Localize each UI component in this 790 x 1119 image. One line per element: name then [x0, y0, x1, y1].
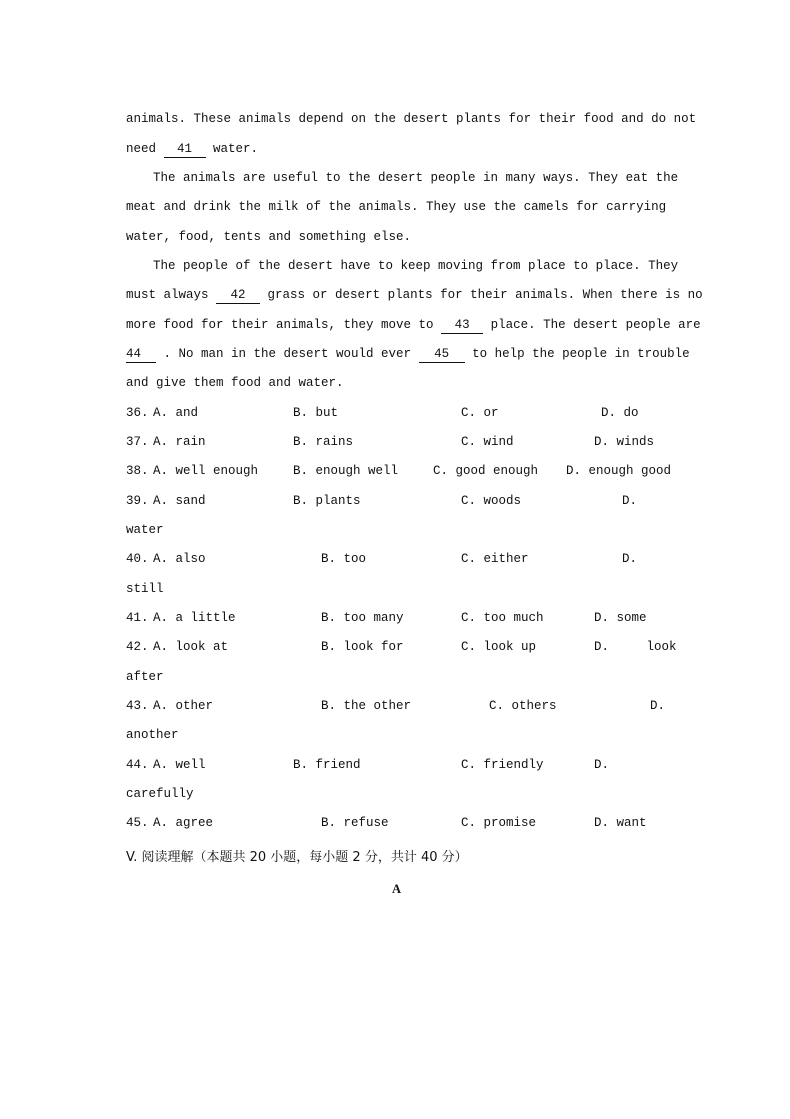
option-d: D. do — [601, 406, 639, 420]
option-d-wrap: still — [126, 582, 164, 596]
option-c: C. woods — [461, 494, 522, 508]
question-number: 40. — [126, 552, 149, 566]
option-b: B. too many — [321, 611, 404, 625]
passage-line — [126, 141, 671, 158]
passage-text: to help the people in trouble — [472, 347, 690, 361]
passage-line: meat and drink the milk of the animals. They use the camels for carrying — [126, 200, 667, 214]
passage-line: water, food, tents and something else. — [126, 230, 412, 244]
option-c: C. or — [461, 406, 499, 420]
option-d: D. — [622, 552, 638, 566]
question-number: 41. — [126, 611, 149, 625]
option-c: C. either — [461, 552, 529, 566]
blank-41: 41 — [164, 141, 206, 158]
question-number: 45. — [126, 816, 149, 830]
option-b: B. the other — [321, 699, 412, 713]
option-a: A. well — [153, 758, 206, 772]
question-number: 36. — [126, 406, 149, 420]
part-label: A — [392, 882, 402, 896]
option-d: D. — [650, 699, 666, 713]
question-number: 43. — [126, 699, 149, 713]
option-b: B. plants — [293, 494, 361, 508]
option-d-wrap: carefully — [126, 787, 194, 801]
passage-text: grass or desert plants for their animals. When there is no — [267, 288, 703, 302]
blank-42: 42 — [216, 287, 260, 304]
option-a: A. look at — [153, 640, 229, 654]
option-c: C. wind — [461, 435, 514, 449]
passage-line: animals. These animals depend on the desert plants for their food and do not — [126, 112, 697, 126]
option-c: C. friendly — [461, 758, 544, 772]
option-b: B. rains — [293, 435, 354, 449]
blank-43: 43 — [441, 317, 483, 334]
option-a: A. a little — [153, 611, 236, 625]
question-number: 42. — [126, 640, 149, 654]
option-c: C. look up — [461, 640, 537, 654]
option-b: B. enough well — [293, 464, 399, 478]
option-b: B. refuse — [321, 816, 389, 830]
option-d: D. some — [594, 611, 647, 625]
passage-text: place. The desert people are — [490, 318, 701, 332]
passage-text: water. — [213, 142, 259, 156]
option-a: A. well enough — [153, 464, 259, 478]
blank-45: 45 — [419, 346, 465, 363]
option-c: C. promise — [461, 816, 537, 830]
option-d: D. look — [594, 640, 677, 654]
option-a: A. sand — [153, 494, 206, 508]
question-number: 37. — [126, 435, 149, 449]
passage-text: need — [126, 142, 157, 156]
option-c: C. good enough — [433, 464, 539, 478]
option-a: A. agree — [153, 816, 214, 830]
passage-line: and give them food and water. — [126, 376, 344, 390]
question-number: 38. — [126, 464, 149, 478]
option-d-wrap: water — [126, 523, 164, 537]
passage-text: must always — [126, 288, 209, 302]
passage-line: The animals are useful to the desert people in many ways. They eat the — [153, 171, 679, 185]
passage-line — [126, 287, 703, 304]
passage-line: The people of the desert have to keep moving from place to place. They — [153, 259, 679, 273]
blank-44: 44 — [126, 346, 156, 363]
option-b: B. too — [321, 552, 367, 566]
option-a: A. and — [153, 406, 199, 420]
option-c: C. too much — [461, 611, 544, 625]
option-b: B. friend — [293, 758, 361, 772]
section-heading: V. 阅读理解（本题共 20 小题，每小题 2 分，共计 40 分） — [126, 850, 468, 865]
question-number: 39. — [126, 494, 149, 508]
passage-line — [126, 317, 701, 334]
option-d: D. — [594, 758, 610, 772]
option-b: B. but — [293, 406, 339, 420]
question-number: 44. — [126, 758, 149, 772]
option-d: D. — [622, 494, 638, 508]
passage-line — [126, 346, 690, 363]
option-c: C. others — [489, 699, 557, 713]
option-d-wrap: after — [126, 670, 164, 684]
option-a: A. other — [153, 699, 214, 713]
option-b: B. look for — [321, 640, 404, 654]
option-d: D. want — [594, 816, 647, 830]
option-d-wrap: another — [126, 728, 179, 742]
option-a: A. rain — [153, 435, 206, 449]
option-d: D. winds — [594, 435, 655, 449]
passage-text: . No man in the desert would ever — [163, 347, 412, 361]
option-a: A. also — [153, 552, 206, 566]
option-d: D. enough good — [566, 464, 672, 478]
passage-text: more food for their animals, they move to — [126, 318, 434, 332]
